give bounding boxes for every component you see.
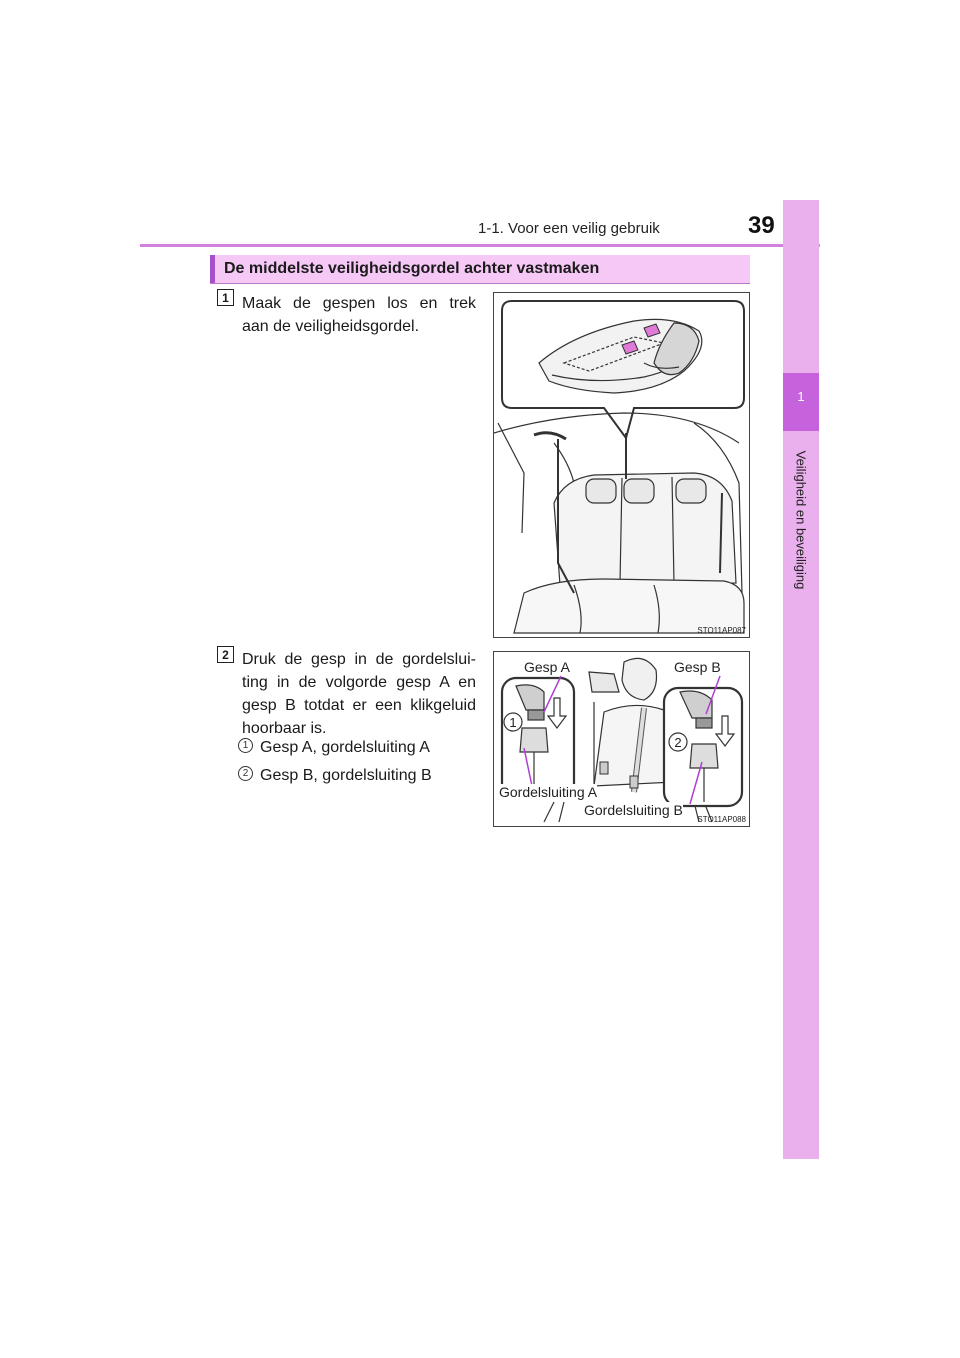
header-rule	[140, 244, 820, 247]
section-title: 1-1. Voor een veilig gebruik	[478, 220, 660, 237]
label-gesp-b: Gesp B	[674, 659, 721, 675]
step-2-line: gesp B totdat er een klikgeluid	[242, 697, 476, 714]
item-text-1: Gesp A, gordelsluiting A	[260, 739, 430, 756]
label-gordelsluiting-a: Gordelsluiting A	[499, 784, 598, 800]
step-1-text	[242, 292, 476, 338]
step-1-line: Maak de gespen los en trek	[242, 295, 476, 312]
chapter-side-tab	[783, 200, 819, 1159]
step-number-2: 2	[217, 646, 234, 663]
figure-buckle-sequence	[493, 651, 750, 827]
figure-code: STO11AP087	[697, 626, 746, 635]
section-heading-underline	[210, 283, 750, 284]
section-heading-bar	[210, 255, 750, 283]
section-heading: De middelste veiligheidsgordel achter vastmaken	[224, 260, 600, 277]
item-marker-1: 1	[238, 738, 253, 753]
step-2-line: Druk de gesp in de gordelslui-	[242, 651, 476, 668]
label-gordelsluiting-b: Gordelsluiting B	[584, 802, 683, 818]
step-number-1: 1	[217, 289, 234, 306]
step-2-line: hoorbaar is.	[242, 720, 327, 737]
step-2-text	[242, 648, 476, 740]
figure-code: STO11AP088	[697, 815, 746, 824]
item-text-2: Gesp B, gordelsluiting B	[260, 767, 432, 784]
item-marker-2: 2	[238, 766, 253, 781]
chapter-number-tab	[783, 373, 819, 431]
figure-rear-seat	[493, 292, 750, 638]
label-gesp-a: Gesp A	[524, 659, 570, 675]
marker-2: 2	[674, 735, 682, 750]
rear-seat-illustration	[494, 293, 749, 637]
step-2-line: ting in de volgorde gesp A en	[242, 674, 476, 691]
marker-1: 1	[509, 715, 517, 730]
step-1-line: aan de veiligheidsgordel.	[242, 318, 420, 335]
chapter-number: 1	[797, 389, 805, 404]
chapter-label: Veiligheid en beveiliging	[793, 450, 809, 590]
page-number: 39	[748, 212, 775, 239]
